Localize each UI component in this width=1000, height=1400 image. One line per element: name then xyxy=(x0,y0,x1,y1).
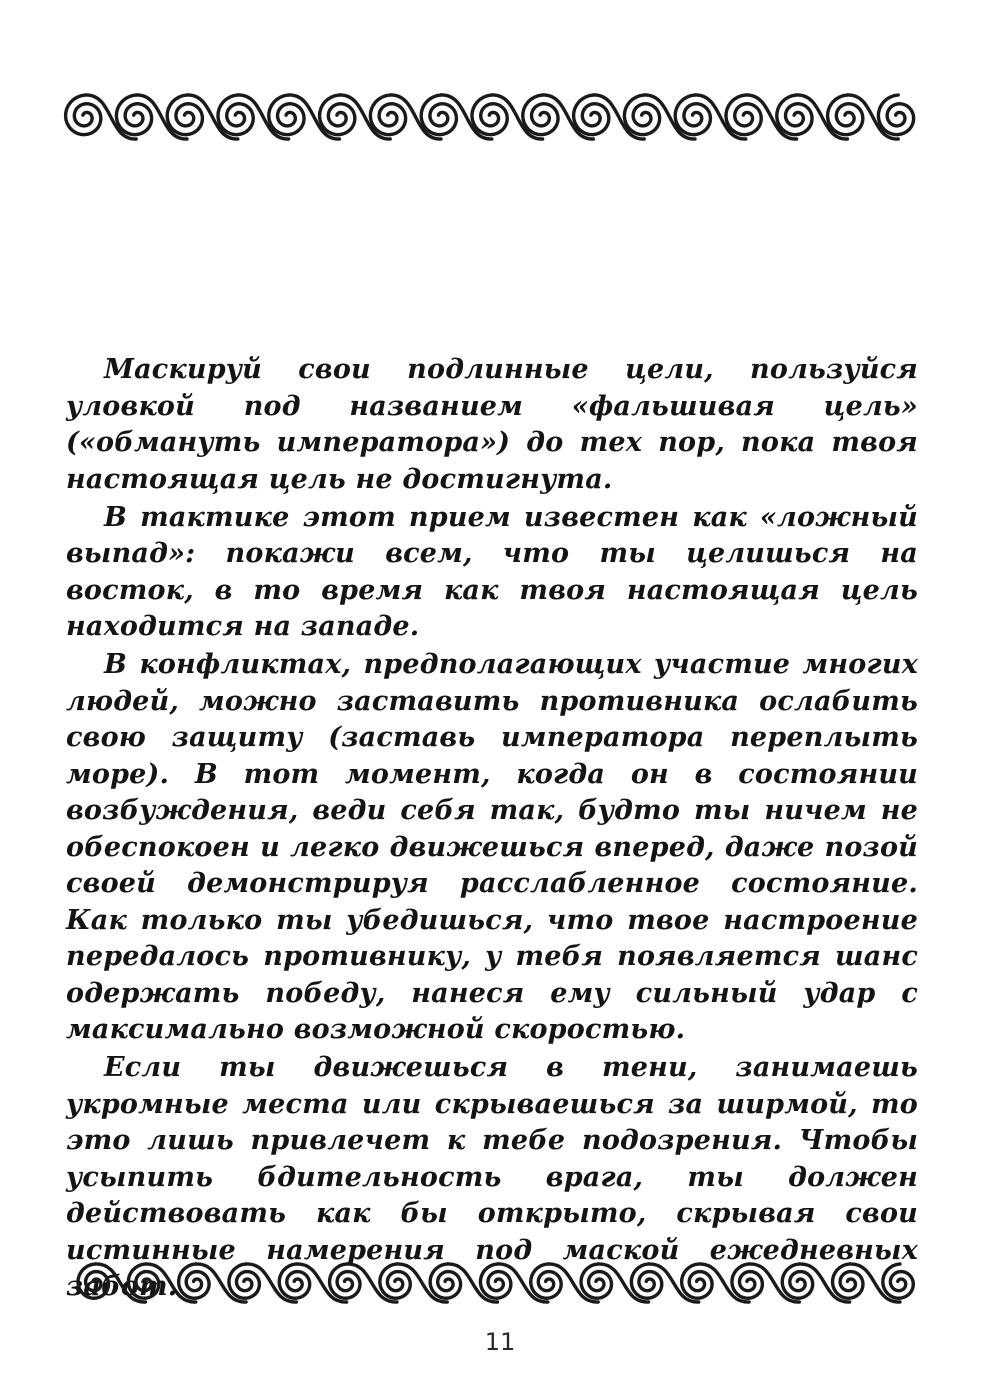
spiral-icon xyxy=(726,95,761,135)
spiral-icon xyxy=(78,1264,108,1298)
spiral-icon xyxy=(370,95,405,135)
spiral-icon xyxy=(218,95,253,135)
spiral-icon xyxy=(523,95,558,135)
spiral-icon xyxy=(581,1264,611,1298)
paragraph-2: В тактике этот прием известен как «ложный выпад»: покажи всем, что ты целишься на восток, в то время как твоя настоящая цель находится на западе. xyxy=(66,501,918,642)
spiral-icon xyxy=(229,1264,259,1298)
spiral-icon xyxy=(269,95,304,135)
spiral-icon xyxy=(878,95,913,135)
spiral-icon xyxy=(531,1264,561,1298)
spiral-icon xyxy=(320,95,355,135)
spiral-icon xyxy=(631,1264,661,1298)
spiral-icon xyxy=(777,95,812,135)
spiral-icon xyxy=(480,1264,510,1298)
spiral-icon xyxy=(675,95,710,135)
spiral-icon xyxy=(167,95,202,135)
spiral-icon xyxy=(883,1264,913,1298)
spiral-icon xyxy=(782,1264,812,1298)
spiral-icon xyxy=(116,95,151,135)
paragraph-1: Маскируй свои подлинные цели, пользуйся уловкой под названием «фальшивая цель» («обмануть императора») до тех пор, пока твоя настоящая цель не достигнута. xyxy=(66,354,918,495)
spiral-border-top xyxy=(60,88,926,146)
spiral-icon xyxy=(624,95,659,135)
paragraph-3: В конфликтах, предполагающих участие многих людей, можно заставить противника ослабить свою защиту (заставь императора переплыть море). В тот момент, когда он в состоянии возбуждения, веди себя так, будто ты ничем не обеспокоен и легко движешься вперед, даже позой своей демонстрируя расслабленное состояние. Как только ты убедишься, что твое настроение передалось противнику, у тебя появляется шанс одержать победу, нанеся ему сильный удар с максимально возможной скоростью. xyxy=(66,649,918,1045)
spiral-icon xyxy=(380,1264,410,1298)
paragraph-4: Если ты движешься в тени, занимаешь укромные места или скрываешься за ширмой, то это лишь привлечет к тебе подозрения. Чтобы усыпить бдительность врага, ты должен действовать как бы открыто, скрывая свои истинные намерения под маской ежедневных забот. xyxy=(66,1052,918,1302)
spiral-icon xyxy=(833,1264,863,1298)
page-number: 11 xyxy=(484,1328,516,1356)
spiral-icon xyxy=(828,95,863,135)
spiral-icon xyxy=(682,1264,712,1298)
spiral-icon xyxy=(421,95,456,135)
main-text xyxy=(66,352,918,1306)
spiral-border-bottom xyxy=(70,1258,928,1308)
spiral-icon xyxy=(472,95,507,135)
spiral-icon xyxy=(574,95,609,135)
spiral-icon xyxy=(66,95,101,135)
spiral-icon xyxy=(279,1264,309,1298)
spiral-icon xyxy=(128,1264,158,1298)
spiral-icon xyxy=(330,1264,360,1298)
spiral-icon xyxy=(732,1264,762,1298)
spiral-icon xyxy=(179,1264,209,1298)
spiral-icon xyxy=(430,1264,460,1298)
